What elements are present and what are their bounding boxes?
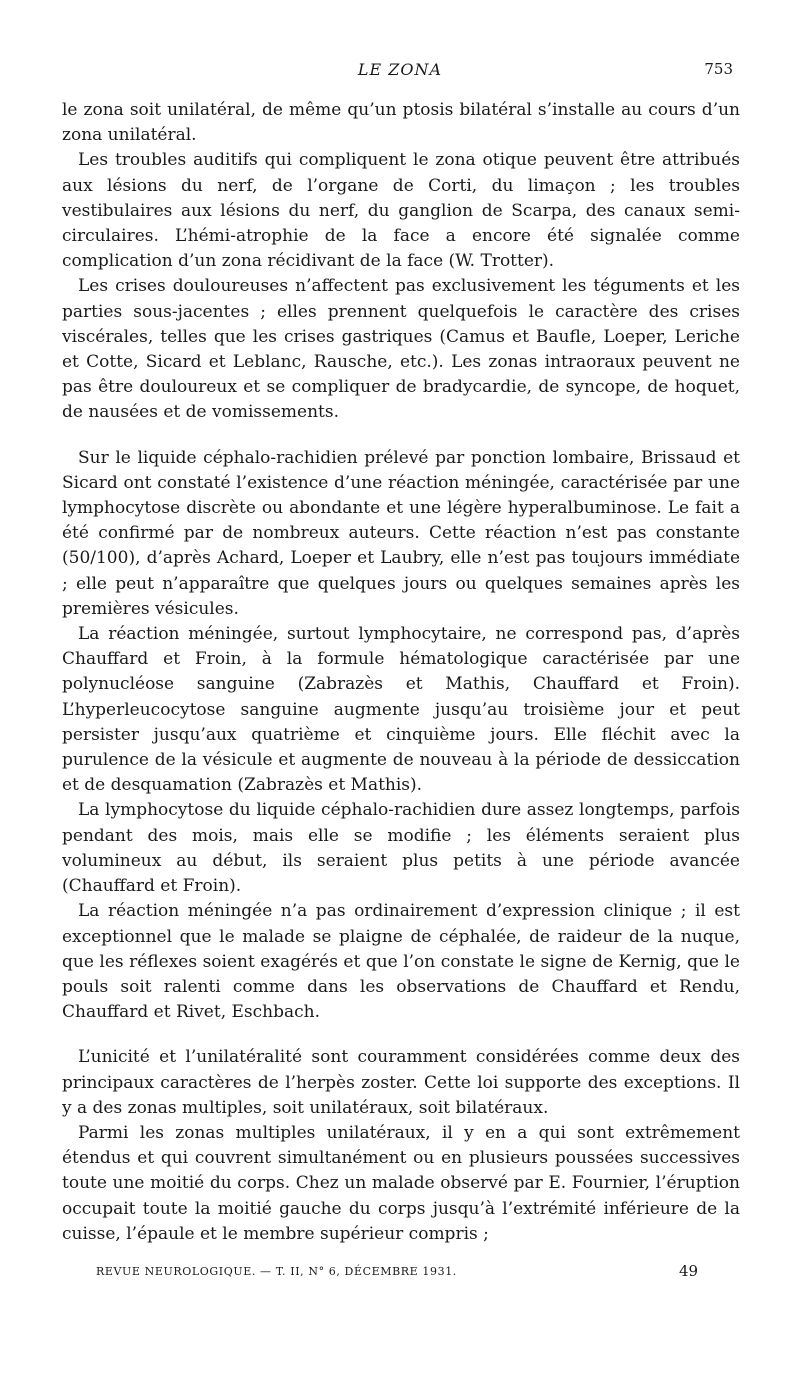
paragraph: La lymphocytose du liquide céphalo-rachidien dure assez longtemps, parfois pendant des mois, mais elle se modifie ; les éléments seraient plus volumineux au début, ils seraient plus petits à une période avancée (Chauffard et Froin). [62, 800, 740, 897]
paragraph: Les crises douloureuses n’affectent pas exclusivement les téguments et les parties sous-jacentes ; elles prennent quelquefois le caractère des crises viscérales, telles que les crises gastriques (Camus et Baufle, Loeper, Leriche et Cotte, Sicard et Leblanc, Rausche, etc.). Les zonas intraoraux peuvent ne pas être douloureux et se compliquer de bradycardie, de syncope, de hoquet, de nausées et de vomissements. [62, 276, 740, 423]
sheet-number: 49 [679, 1262, 699, 1280]
journal-footer [96, 1265, 696, 1278]
paragraph: Les troubles auditifs qui compliquent le zona otique peuvent être attribués aux lésions du nerf, de l’organe de Corti, du limaçon ; les troubles vestibulaires aux lésions du nerf, du ganglion de Scarpa, des canaux semi-circulaires. L’hémi-atrophie de la face a encore été signalée comme complication d’un zona récidivant de la face (W. Trotter). [62, 150, 740, 272]
paragraph: Sur le liquide céphalo-rachidien prélevé par ponction lombaire, Brissaud et Sicard ont constaté l’existence d’une réaction méningée, caractérisée par une lymphocytose discrète ou abondante et une légère hyperalbuminose. Le fait a été confirmé par de nombreux auteurs. Cette réaction n’est pas constante (50/100), d’après Achard, Loeper et Laubry, elle n’est pas toujours immédiate ; elle peut n’apparaître que quelques jours ou quelques semaines après les premières vésicules. [62, 447, 740, 619]
paragraph: Parmi les zonas multiples unilatéraux, il y en a qui sont extrêmement étendus et qui couvrent simultanément ou en plusieurs poussées successives toute une moitié du corps. Chez un malade observé par E. Fournier, l’éruption occupait toute la moitié gauche du corps jusqu’à l’extrémité inférieure de la cuisse, l’épaule et le membre supérieur compris ; [62, 1122, 740, 1244]
page-number: 753 [704, 60, 733, 78]
paragraph: L’unicité et l’unilatéralité sont couramment considérées comme deux des principaux caractères de l’herpès zoster. Cette loi supporte des exceptions. Il y a des zonas multiples, soit unilatéraux, soit bilatéraux. [62, 1047, 740, 1118]
paragraph: La réaction méningée n’a pas ordinairement d’expression clinique ; il est exceptionnel que le malade se plaigne de céphalée, de raideur de la nuque, que les réflexes soient exagérés et que l’on constate le signe de Kernig, que le pouls soit ralenti comme dans les observations de Chauffard et Rendu, Chauffard et Rivet, Eschbach. [62, 901, 740, 1023]
paragraph: La réaction méningée, surtout lymphocytaire, ne correspond pas, d’après Chauffard et Froin, à la formule hématologique caractérisée par une polynucléose sanguine (Zabrazès et Mathis, Chauffard et Froin). L’hyperleucocytose sanguine augmente jusqu’au troisième jour et peut persister jusqu’aux quatrième et cinquième jours. Elle fléchit avec la purulence de la vésicule et augmente de nouveau à la période de dessiccation et de desquamation (Zabrazès et Mathis). [62, 624, 740, 796]
paragraph: le zona soit unilatéral, de même qu’un ptosis bilatéral s’installe au cours d’un zona unilatéral. [62, 100, 740, 146]
running-title: LE ZONA [357, 60, 443, 79]
journal-reference: REVUE NEUROLOGIQUE. — T. II, N° 6, DÉCEMBRE 1931. [96, 1265, 457, 1278]
body-text [62, 98, 740, 1247]
